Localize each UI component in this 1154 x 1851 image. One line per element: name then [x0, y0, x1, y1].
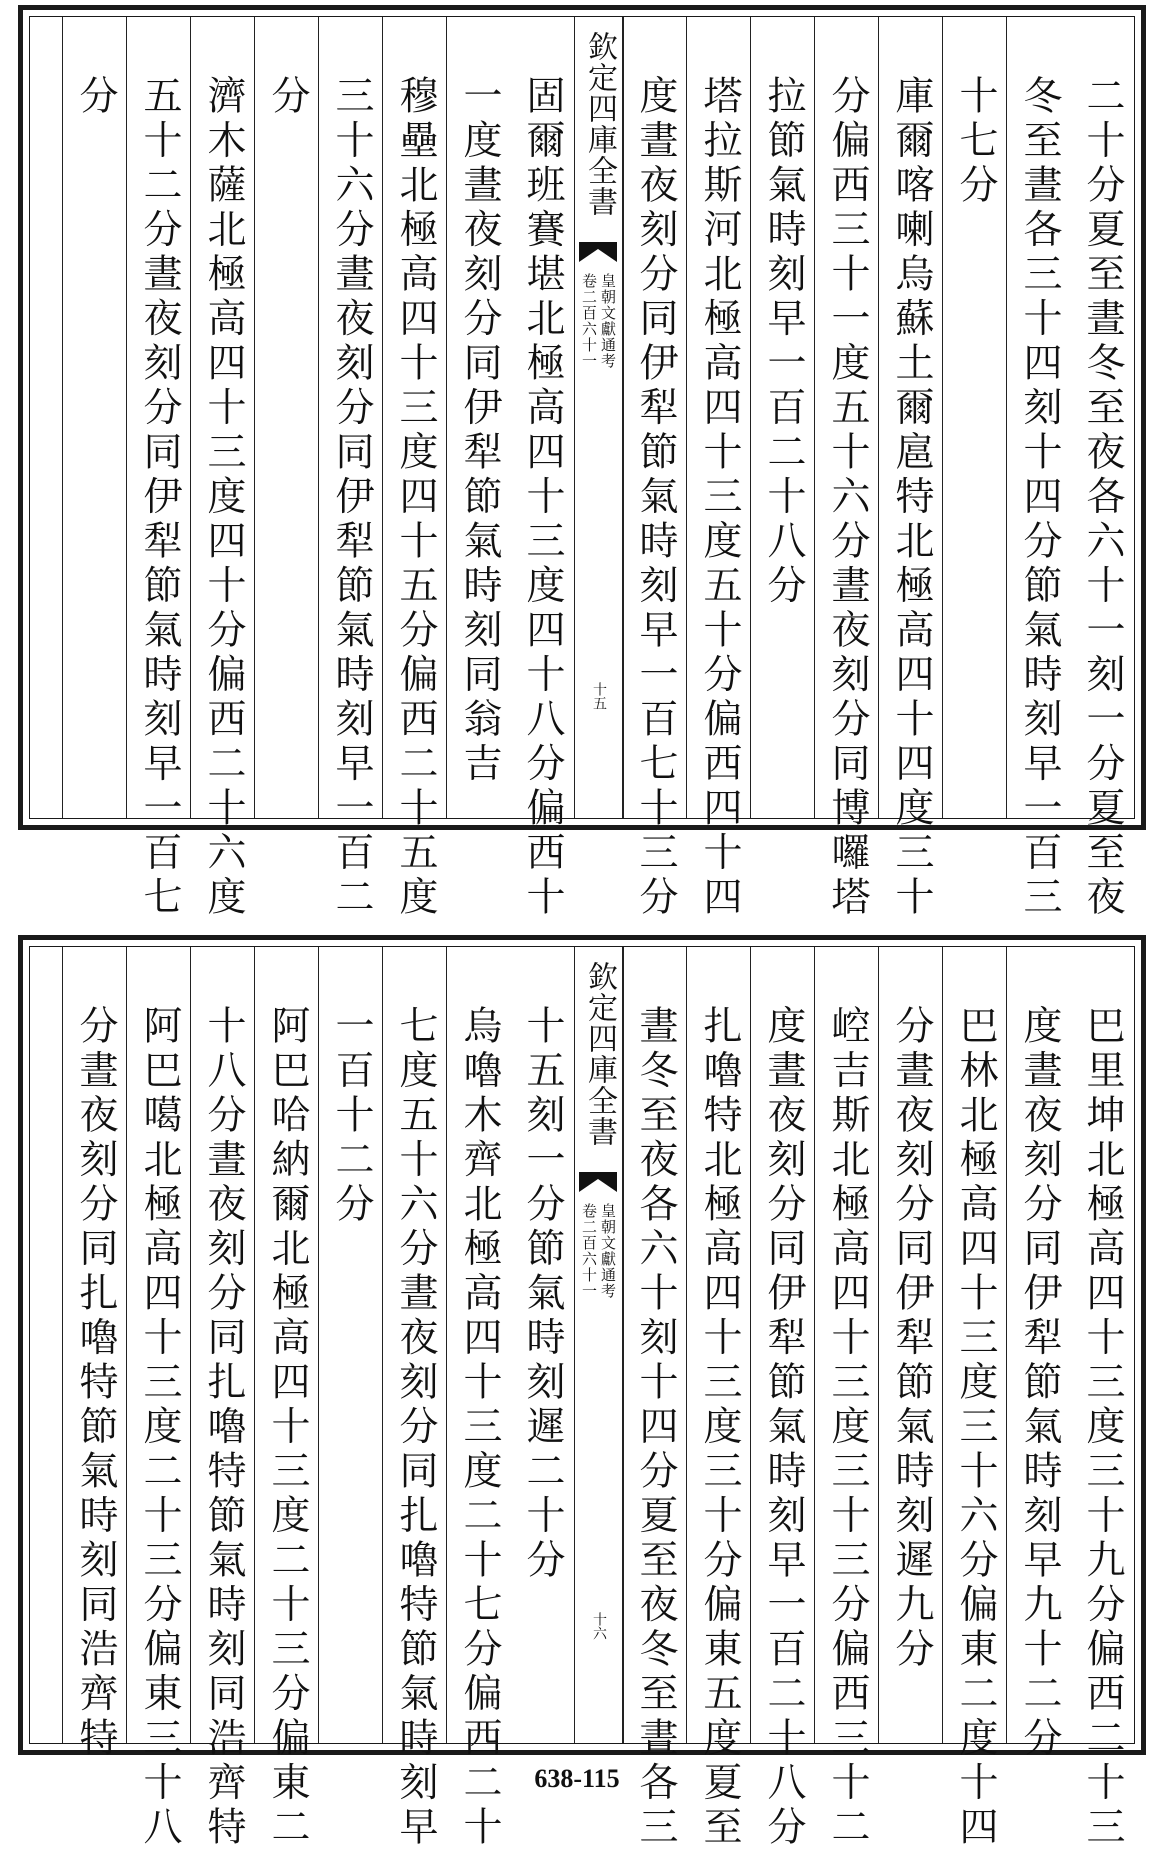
column-text: 十五刻一分節氣時刻遲二十分 [520, 1005, 565, 1584]
column-text: 五十二分晝夜刻分同伊犁節氣時刻早一百七 [137, 75, 182, 921]
column-text: 烏嚕木齊北極高四十三度二十七分偏西二十 [457, 1005, 502, 1851]
column-text: 穆壘北極高四十三度四十五分偏西二十五度 [393, 75, 438, 921]
text-column [318, 947, 383, 1743]
text-column [446, 17, 511, 818]
column-text: 庫爾喀喇烏蘇土爾扈特北極高四十四度三十 [889, 75, 934, 921]
column-text: 分偏西三十一度五十六分晝夜刻分同博囉塔 [825, 75, 870, 921]
text-column [510, 947, 574, 1743]
text-column [190, 17, 255, 921]
fold-book-title: 皇朝文獻通考 [599, 273, 617, 369]
column-text: 度晝夜刻分同伊犁節氣時刻早一百七十三分 [633, 75, 678, 921]
text-column [942, 947, 1007, 1851]
column-text: 三十六分晝夜刻分同伊犁節氣時刻早一百二 [329, 75, 374, 921]
text-column [254, 17, 319, 818]
column-text: 固爾班賽堪北極高四十三度四十八分偏西十 [520, 75, 565, 921]
text-column [126, 947, 191, 1851]
column-text: 分晝夜刻分同扎嚕特節氣時刻同浩齊特 [73, 1005, 118, 1762]
fish-tail-mark-icon [579, 1172, 617, 1192]
column-text: 一度晝夜刻分同伊犁節氣時刻同翁吉 [457, 75, 502, 787]
column-text: 度晝夜刻分同伊犁節氣時刻早一百二十八分 [761, 1005, 806, 1851]
column-text: 十七分 [953, 75, 998, 209]
column-text: 分 [265, 75, 310, 120]
column-text: 分晝夜刻分同伊犁節氣時刻遲九分 [889, 1005, 934, 1673]
text-column [1070, 17, 1134, 921]
fold-volume: 卷二百六十一 [580, 1203, 598, 1299]
column-text: 十八分晝夜刻分同扎嚕特節氣時刻同浩齊特 [201, 1005, 246, 1851]
column-text: 扎嚕特北極高四十三度三十分偏東五度夏至 [697, 1005, 742, 1851]
fish-tail-mark-icon [579, 242, 617, 262]
text-column [126, 17, 191, 921]
column-text: 塔拉斯河北極高四十三度五十分偏西四十四 [697, 75, 742, 921]
text-column [1006, 947, 1071, 1762]
column-text: 巴里坤北極高四十三度三十九分偏西二十三 [1080, 1005, 1125, 1851]
text-column [878, 17, 943, 921]
fold-title: 欽定四庫全書 [582, 31, 617, 217]
text-column [1070, 947, 1134, 1851]
column-text: 七度五十六分晝夜刻分同扎嚕特節氣時刻早 [393, 1005, 438, 1851]
text-column [814, 947, 879, 1851]
fold-page-number: 十六 [591, 1612, 607, 1640]
column-text: 冬至晝各三十四刻十四分節氣時刻早一百三 [1017, 75, 1062, 921]
center-fold [574, 17, 624, 818]
page-footer-number: 638-115 [534, 1764, 620, 1793]
fold-book-title: 皇朝文獻通考 [599, 1203, 617, 1299]
top-page [18, 5, 1146, 921]
text-column [686, 947, 751, 1851]
fold-page-number: 十五 [591, 682, 607, 710]
text-column [382, 17, 447, 921]
text-column [622, 947, 687, 1851]
column-text: 度晝夜刻分同伊犁節氣時刻早九十二分 [1017, 1005, 1062, 1762]
column-text: 濟木薩北極高四十三度四十分偏西二十六度 [201, 75, 246, 921]
text-column [446, 947, 511, 1851]
text-column [62, 17, 127, 818]
center-fold [574, 947, 624, 1743]
fold-title: 欽定四庫全書 [582, 961, 617, 1147]
text-column [750, 17, 815, 818]
column-text: 阿巴哈納爾北極高四十三度二十三分偏東二 [265, 1005, 310, 1851]
column-text: 崆吉斯北極高四十三度三十三分偏西三十二 [825, 1005, 870, 1851]
text-column [814, 17, 879, 921]
column-text: 阿巴噶北極高四十三度二十三分偏東三十八 [137, 1005, 182, 1851]
text-column [878, 947, 943, 1743]
column-text: 巴林北極高四十三度三十六分偏東二度十四 [953, 1005, 998, 1851]
top-page-frame [29, 16, 1135, 921]
text-column [190, 947, 255, 1851]
text-column [254, 947, 319, 1851]
text-column [686, 17, 751, 921]
text-column [318, 17, 383, 921]
text-column [942, 17, 1007, 818]
column-text: 晝冬至夜各六十刻十四分夏至夜冬至晝各三 [633, 1005, 678, 1851]
text-column [62, 947, 127, 1762]
column-text: 拉節氣時刻早一百二十八分 [761, 75, 806, 609]
column-text: 二十分夏至晝冬至夜各六十一刻一分夏至夜 [1080, 75, 1125, 921]
fold-volume: 卷二百六十一 [580, 273, 598, 369]
text-column [1006, 17, 1071, 921]
text-column [622, 17, 687, 921]
column-text: 分 [73, 75, 118, 120]
text-column [510, 17, 574, 921]
text-column [382, 947, 447, 1851]
text-column [750, 947, 815, 1851]
column-text: 一百十二分 [329, 1005, 374, 1228]
